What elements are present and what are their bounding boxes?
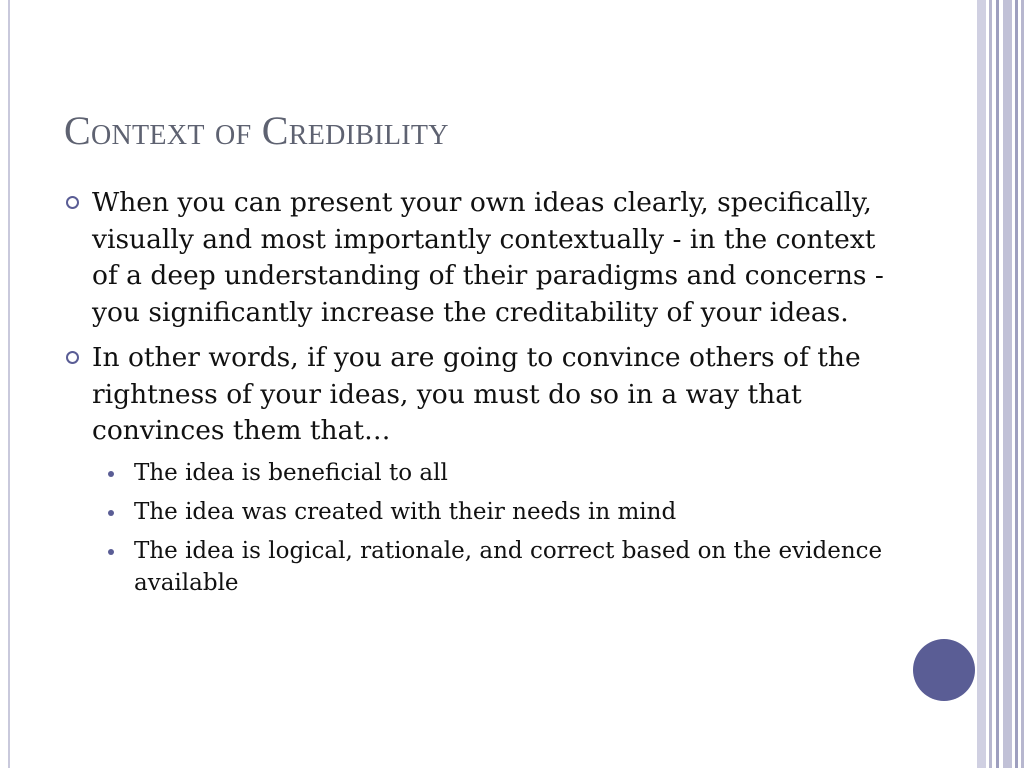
decorative-bar: [996, 0, 999, 768]
slide-title: Context of Credibility: [64, 108, 449, 153]
decorative-circle: [913, 639, 975, 701]
sub-bullet-text: The idea was created with their needs in mind: [134, 498, 677, 525]
sub-bullet-list: [64, 457, 894, 599]
bullet-dot-icon: [108, 549, 114, 555]
decorative-bar: [977, 0, 986, 768]
decorative-bar: [1003, 0, 1012, 768]
sub-bullet-item: [106, 457, 894, 489]
bullet-dot-icon: [108, 471, 114, 477]
decorative-bar: [1015, 0, 1018, 768]
bullet-circle-icon: [66, 196, 79, 209]
decorative-bar: [989, 0, 992, 768]
right-decorative-bars: [977, 0, 1024, 768]
bullet-item: [64, 340, 894, 450]
bullet-item: [64, 185, 894, 331]
sub-bullet-text: The idea is logical, rationale, and correct based on the evidence available: [134, 537, 883, 596]
bullet-circle-icon: [66, 351, 79, 364]
sub-bullet-item: [106, 496, 894, 528]
left-border-line: [8, 0, 10, 768]
bullet-dot-icon: [108, 510, 114, 516]
bullet-text: When you can present your own ideas clearly, specifically, visually and most importantly contextually - in the context of a deep understanding of their paradigms and concerns - you significantly increase the creditability of your ideas.: [92, 187, 884, 328]
sub-bullet-text: The idea is beneficial to all: [134, 459, 448, 486]
slide-content: [64, 185, 894, 606]
bullet-text: In other words, if you are going to convince others of the rightness of your ideas, you must do so in a way that convinces them that…: [92, 342, 861, 446]
sub-bullet-item: [106, 535, 894, 599]
